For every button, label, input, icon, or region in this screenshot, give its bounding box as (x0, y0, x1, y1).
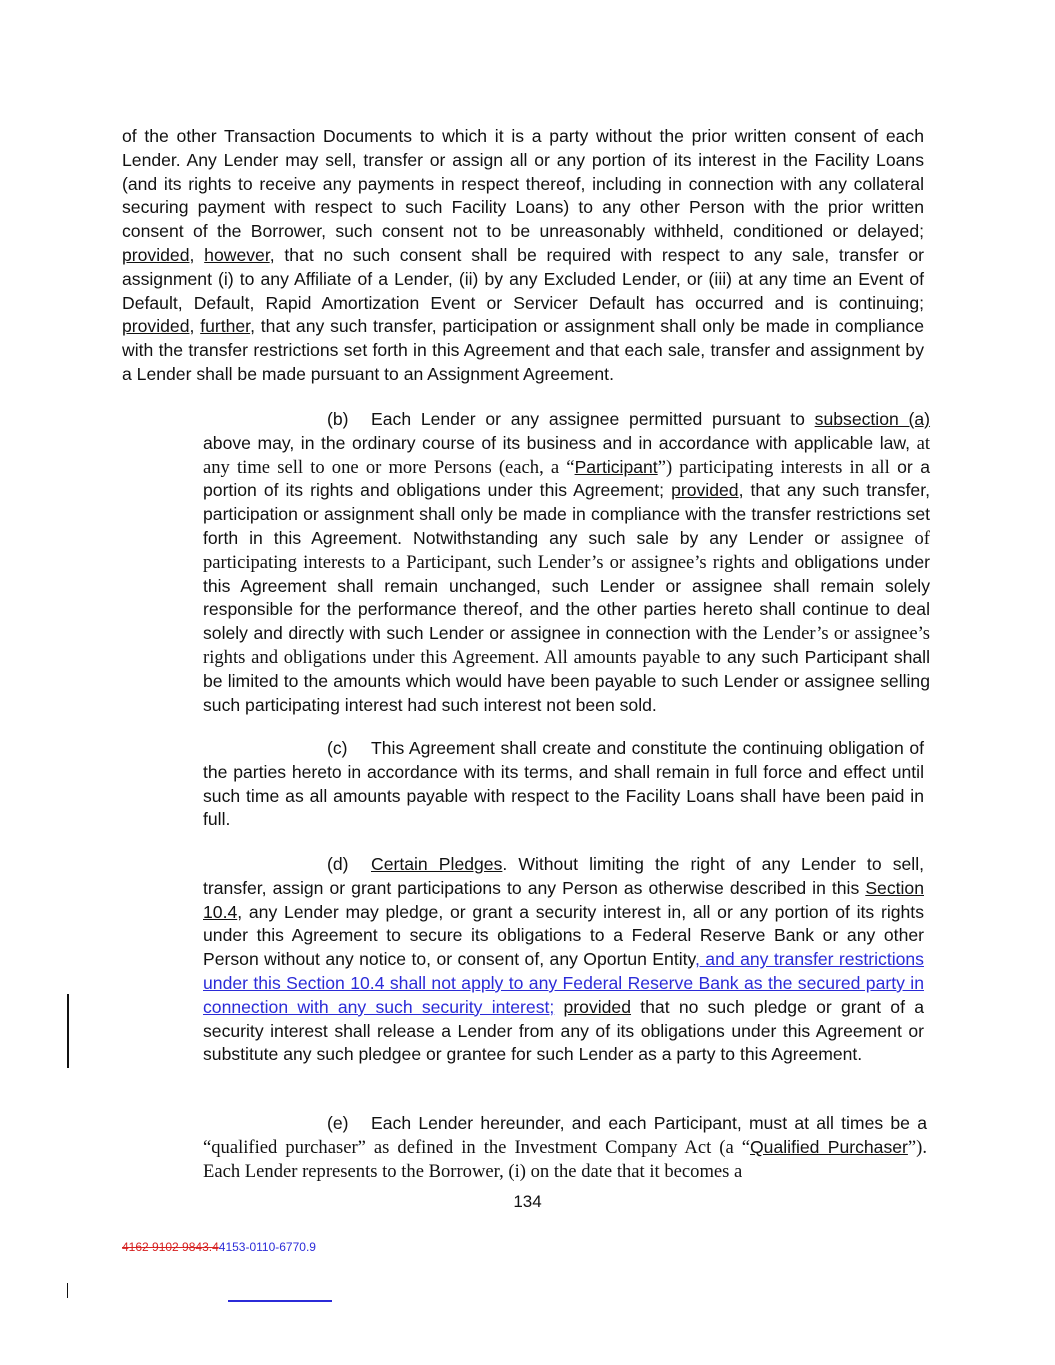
defined-term: Qualified Purchaser (750, 1136, 908, 1157)
paragraph-text: obligations under this Agreement shall remain unchanged, such Lender or assignee shall remain solely responsible for the performance thereof, and the other parties hereto shall continue to deal solely and directly with such Lender or assignee in connection with the (203, 551, 930, 644)
paragraph-text: ”) participating interests in all (657, 456, 890, 478)
paragraph-text: , that no such consent shall be required with respect to any sale, transfer or assignment (i) to any Affiliate of a Lender, (ii) by any Excluded Lender, or (iii) at any time an Event of Default, Default, Rapid Amortization Event or Servicer Default has occurred and is continuing; (122, 244, 924, 313)
paragraph-text: that no such pledge or grant of a security interest shall release a Lender from any of its obligations under this Agreement or substitute any such pledgee or grantee for such Lender as a party to this Agreement. (203, 996, 924, 1065)
underlined-term: further (200, 316, 251, 337)
paragraph-text: Each Lender hereunder, and each Participant, must at all times be a (371, 1113, 927, 1133)
paragraph-text: Lender’s or assignee’s rights and obligations under this Agreement. All amounts payable (203, 623, 931, 668)
inserted-doc-id: 4153-0110-6770.9 (218, 1240, 316, 1254)
paragraph-text: , (189, 316, 201, 337)
underlined-term: however (204, 244, 270, 265)
paragraph-e (203, 1112, 927, 1183)
paragraph-c (203, 737, 924, 832)
paragraph-text: “qualified purchaser” as defined in the Investment Company Act (a “ (203, 1136, 750, 1158)
paragraph-label: (b) (327, 409, 349, 429)
paragraph-text: of the other Transaction Documents to which it is a party without the prior written consent of each Lender. Any Lender may sell, transfer or assign all or any portion of its interest in the Facility Loans (and its rights to receive any payments in respect thereof, including in connection with any collateral securing payment with respect to such Facility Loans) to any other Person with the prior written consent of the Borrower, such consent not to be unreasonably withheld, conditioned or delayed; (122, 126, 924, 242)
paragraph-text: Each Lender or any assignee permitted pursuant to (371, 409, 815, 429)
paragraph-label: (e) (327, 1113, 349, 1133)
paragraph-text: or a portion of its rights and obligations under this Agreement; (203, 456, 930, 501)
paragraph-d (203, 853, 924, 1067)
revision-bar (67, 1283, 68, 1298)
paragraph-text: assignee of participating interests to a Participant, such Lender’s or assignee’s rights and (203, 527, 930, 573)
inserted-text: , and any transfer restrictions under this Section 10.4 shall not apply to any Federal Reserve Bank as the secured party in connection with any such security interest; (203, 949, 924, 1017)
underlined-term: provided (122, 316, 190, 337)
revision-bar (67, 994, 69, 1068)
paragraph-text (554, 997, 563, 1017)
section-heading: Certain Pledges (371, 854, 503, 874)
paragraph-text: , any Lender may pledge, or grant a security interest in, all or any portion of its rights under this Agreement to secure its obligations to a Federal Reserve Bank or any other Person without any notice to, or consent of, any Oportun Entity (203, 901, 924, 970)
paragraph-text: at any time sell to one or more Persons (each, a “ (203, 432, 930, 478)
paragraph-text: This Agreement shall create and constitute the continuing obligation of the parties hereto in accordance with its terms, and shall remain in full force and effect until such time as all amounts payable with respect to the Facility Loans shall have been paid in full. (203, 738, 924, 830)
paragraph-text: . Without limiting the right of any Lender to sell, transfer, assign or grant participations to any Person as otherwise described in this (203, 854, 924, 898)
defined-term: Participant (574, 456, 658, 477)
underlined-term: provided (122, 244, 190, 265)
section-reference: Section 10.4 (203, 877, 924, 922)
paragraph-text: ”). Each Lender represents to the Borrower, (i) on the date that it becomes a (203, 1136, 927, 1182)
deleted-doc-id: 4162 9102 9843.4 (122, 1240, 219, 1254)
paragraph-label: (d) (327, 854, 349, 874)
underlined-term: provided (671, 480, 739, 501)
paragraph-a (122, 125, 924, 387)
page-number: 134 (513, 1192, 542, 1211)
inserted-rule (228, 1300, 332, 1302)
paragraph-b (203, 408, 930, 717)
paragraph-text: above may, in the ordinary course of its business and in accordance with applicable law, (203, 432, 917, 453)
paragraph-text: , (189, 244, 205, 265)
paragraph-text: , that any such transfer, participation or assignment shall only be made in compliance with the transfer restrictions set forth in this Agreement and that each sale, transfer and assignment by a Lender shall be made pursuant to an Assignment Agreement. (122, 316, 924, 384)
underlined-term: subsection (a) (814, 409, 931, 429)
underlined-term: provided (563, 996, 632, 1017)
paragraph-label: (c) (327, 738, 348, 758)
paragraph-text: , that any such transfer, participation or assignment shall only be made in compliance with the transfer restrictions set forth in this Agreement. Notwithstanding any such sale by any Lender or (203, 480, 930, 548)
paragraph-text: to any such Participant shall be limited to the amounts which would have been payable to such Lender or assignee selling such participating interest had such interest not been sold. (203, 646, 930, 715)
document-id (122, 1240, 316, 1254)
